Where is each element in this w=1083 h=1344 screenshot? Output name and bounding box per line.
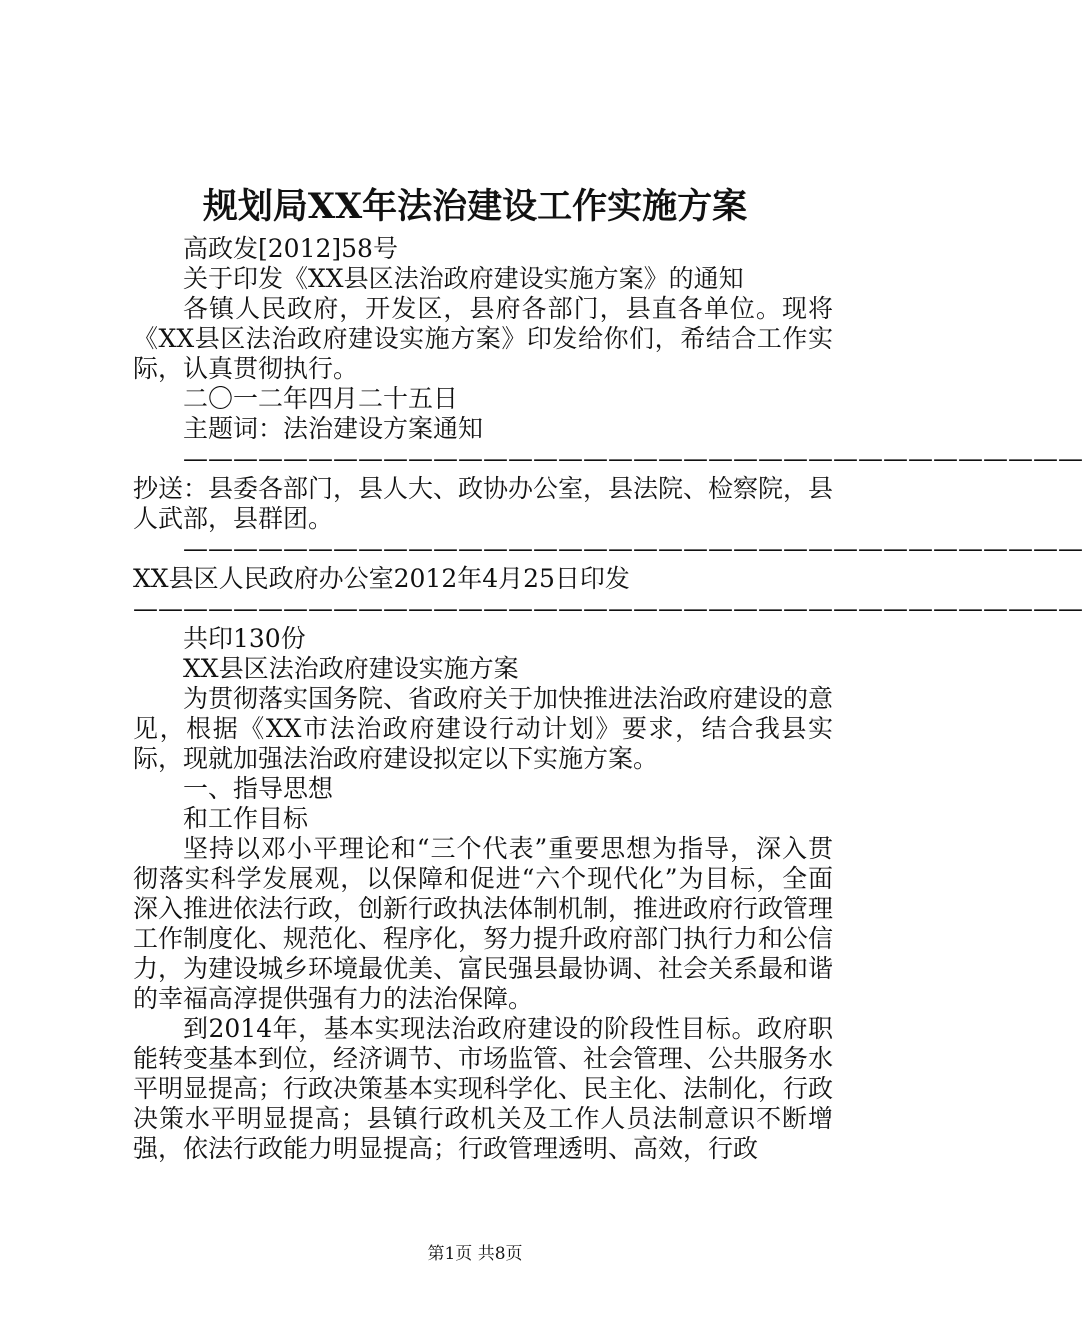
plan-title: XX县区法治政府建设实施方案 — [183, 654, 519, 683]
print-count: 共印130份 — [183, 624, 306, 653]
notice-title: 关于印发《XX县区法治政府建设实施方案》的通知 — [183, 264, 744, 293]
subject-keywords: 主题词：法治建设方案通知 — [183, 414, 484, 443]
goals-paragraph: 到2014年，基本实现法治政府建设的阶段性目标。政府职能转变基本到位，经济调节、市场监管、社会管理、公共服务水平明显提高；行政决策基本实现科学化、民主化、法制化，行政决策水平明显提高；县镇行政机关及工作人员法制意识不断增强，依法行政能力明显提高；行政管理透明、高效，行政 — [133, 1014, 834, 1163]
recipients-paragraph: 各镇人民政府，开发区，县府各部门，县直各单位。现将《XX县区法治政府建设实施方案》印发给你们，希结合工作实际，认真贯彻执行。 — [133, 294, 833, 383]
guiding-ideology-paragraph: 坚持以邓小平理论和“三个代表”重要思想为指导，深入贯彻落实科学发展观，以保障和促进“六个现代化”为目标，全面深入推进依法行政，创新行政执法体制机制，推进政府行政管理工作制度化、规范化、程序化，努力提升政府部门执行力和公信力，为建设城乡环境最优美、富民强县最协调、社会关系最和谐的幸福高淳提供强有力的法治保障。 — [133, 834, 834, 1013]
document-title: 规划局XX年法治建设工作实施方案 — [202, 186, 748, 227]
issue-date: 二〇一二年四月二十五日 — [183, 384, 459, 413]
issuing-office-line: ————————————————————————————————————XX县区人民政府办公室2012年4月25日印发—————————————————————————————————————— — [133, 534, 1083, 623]
section-heading: 一、指导思想 — [183, 774, 334, 803]
copy-to-paragraph: ————————————————————————————————————抄送：县委各部门，县人大、政协办公室，县法院、检察院，县人武部，县群团。 — [133, 444, 1083, 533]
page-footer: 第1页 共8页 — [427, 1244, 523, 1264]
section-heading-continued: 和工作目标 — [183, 804, 309, 833]
document-number: 高政发[2012]58号 — [183, 234, 398, 263]
intro-paragraph: 为贯彻落实国务院、省政府关于加快推进法治政府建设的意见，根据《XX市法治政府建设行动计划》要求，结合我县实际，现就加强法治政府建设拟定以下实施方案。 — [133, 684, 834, 773]
document-body — [133, 234, 1083, 1164]
